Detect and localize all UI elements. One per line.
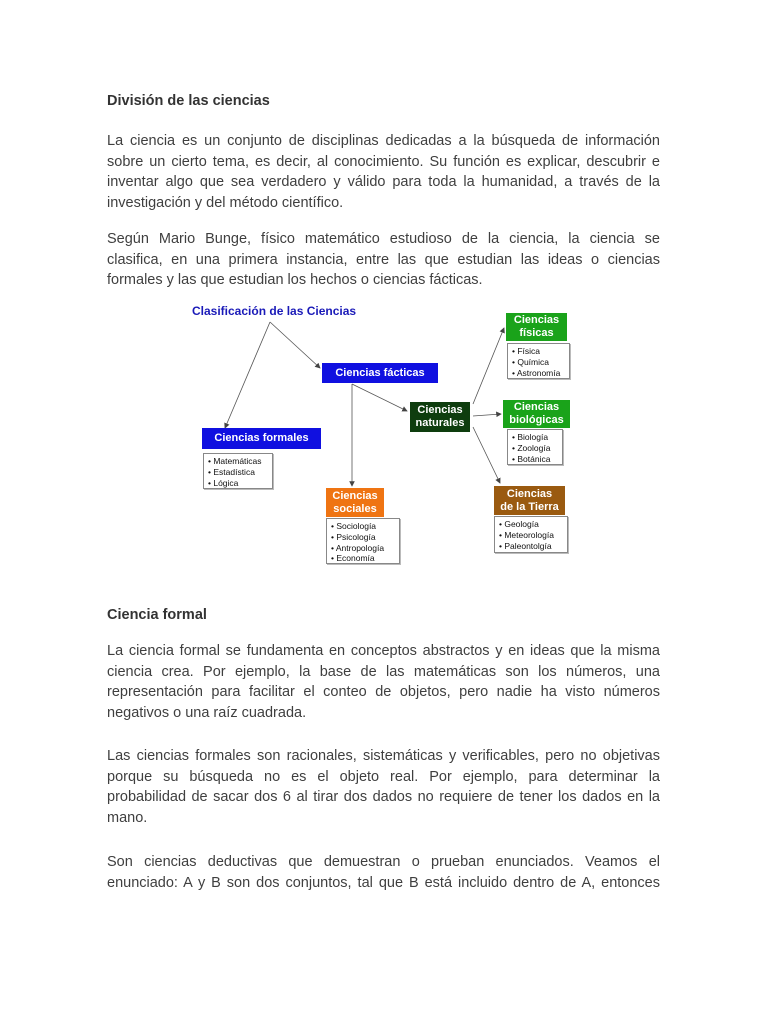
- section-title-ciencia-formal: Ciencia formal: [107, 607, 207, 623]
- arrow-naturales-to-fisicas: [473, 328, 504, 404]
- box-label-line: Ciencias: [506, 487, 553, 500]
- list-item: • Estadística: [208, 467, 268, 478]
- box-label-line: Ciencias: [332, 489, 378, 502]
- arrow-title-to-facticas: [270, 322, 320, 368]
- box-ciencias-formales: Ciencias formales: [202, 428, 321, 449]
- box-ciencias-naturales: [410, 402, 470, 432]
- box-ciencias-facticas: Ciencias fácticas: [322, 363, 438, 383]
- list-item: • Paleontolgía: [499, 541, 563, 552]
- arrow-naturales-to-biologicas: [473, 414, 501, 416]
- section-title-division: División de las ciencias: [107, 93, 270, 109]
- text-line: inventar algo que sea verdadero y válido para toda la humanidad, a través de la: [107, 174, 660, 191]
- text-line: probabilidad de sacar dos 6 al tirar dos dados no requiere de tener los dados en la: [107, 789, 660, 806]
- text-line: mano.: [107, 810, 148, 827]
- text-line: formales y las que estudian los hechos o ciencias fácticas.: [107, 272, 483, 289]
- list-item: • Matemáticas: [208, 456, 268, 467]
- list-tierra: [494, 516, 568, 553]
- box-ciencias-tierra: [494, 486, 565, 515]
- list-item: • Química: [512, 357, 565, 368]
- list-item: • Psicología: [331, 532, 395, 543]
- arrow-naturales-to-tierra: [473, 427, 500, 483]
- list-item: • Meteorología: [499, 530, 563, 541]
- list-sociales: [326, 518, 400, 564]
- box-label-line: biológicas: [509, 414, 564, 426]
- list-fisicas: [507, 343, 570, 379]
- list-item: • Astronomía: [512, 368, 565, 379]
- text-line: La ciencia es un conjunto de disciplinas dedicadas a la búsqueda de información: [107, 133, 660, 149]
- box-label-line: de la Tierra: [500, 500, 559, 513]
- list-item: • Física: [512, 346, 565, 357]
- list-item: • Antropología: [331, 543, 395, 554]
- arrow-facticas-to-naturales: [352, 384, 407, 411]
- box-label-line: Ciencias: [513, 314, 560, 326]
- text-line: ciencia crea. Por ejemplo, la base de las matemáticas son los números, una: [107, 663, 660, 680]
- list-item: • Lógica: [208, 478, 268, 489]
- box-ciencias-biologicas: [503, 400, 570, 428]
- list-biologicas: [507, 429, 563, 465]
- text-line: clasifica, en una primera instancia, entre las que estudian las ideas o ciencias: [107, 251, 660, 268]
- list-item: • Zoología: [512, 443, 558, 454]
- box-ciencias-sociales: [326, 488, 384, 517]
- text-line: negativos o una raíz cuadrada.: [107, 705, 307, 722]
- list-item: • Botánica: [512, 454, 558, 465]
- box-label-line: físicas: [519, 327, 554, 339]
- text-line: investigación y del método científico.: [107, 195, 344, 212]
- box-label-line: sociales: [333, 502, 377, 515]
- text-line: Las ciencias formales son racionales, sistemáticas y verificables, pero no objetivas: [107, 748, 660, 764]
- text-line: Son ciencias deductivas que demuestran o prueban enunciados. Veamos el: [107, 854, 660, 870]
- box-label-line: Ciencias: [513, 401, 560, 413]
- diagram-title: Clasificación de las Ciencias: [192, 304, 357, 318]
- list-item: • Sociología: [331, 521, 395, 532]
- text-line: representación para facilitar el conteo de objetos, pero nadie ha visto números: [107, 684, 660, 701]
- list-formales: [203, 453, 273, 489]
- text-line: Según Mario Bunge, físico matemático estudioso de la ciencia, la ciencia se: [107, 231, 660, 247]
- text-line: sobre un cierto tema, es decir, al conocimiento. Su función es explicar, descubrir e: [107, 153, 660, 170]
- arrow-title-to-formales: [225, 322, 270, 428]
- list-item: • Economía: [331, 553, 395, 564]
- box-label-line: naturales: [415, 417, 465, 429]
- box-label-line: Ciencias: [417, 404, 463, 416]
- box-ciencias-fisicas: [506, 313, 567, 341]
- list-item: • Biología: [512, 432, 558, 443]
- text-line: La ciencia formal se fundamenta en conceptos abstractos y en ideas que la misma: [107, 643, 660, 659]
- list-item: • Geología: [499, 519, 563, 530]
- text-line: enunciado: A y B son dos conjuntos, tal que B está incluido dentro de A, entonces: [107, 874, 660, 891]
- text-line: porque su búsqueda no es el objeto real. Por ejemplo, para determinar la: [107, 768, 660, 785]
